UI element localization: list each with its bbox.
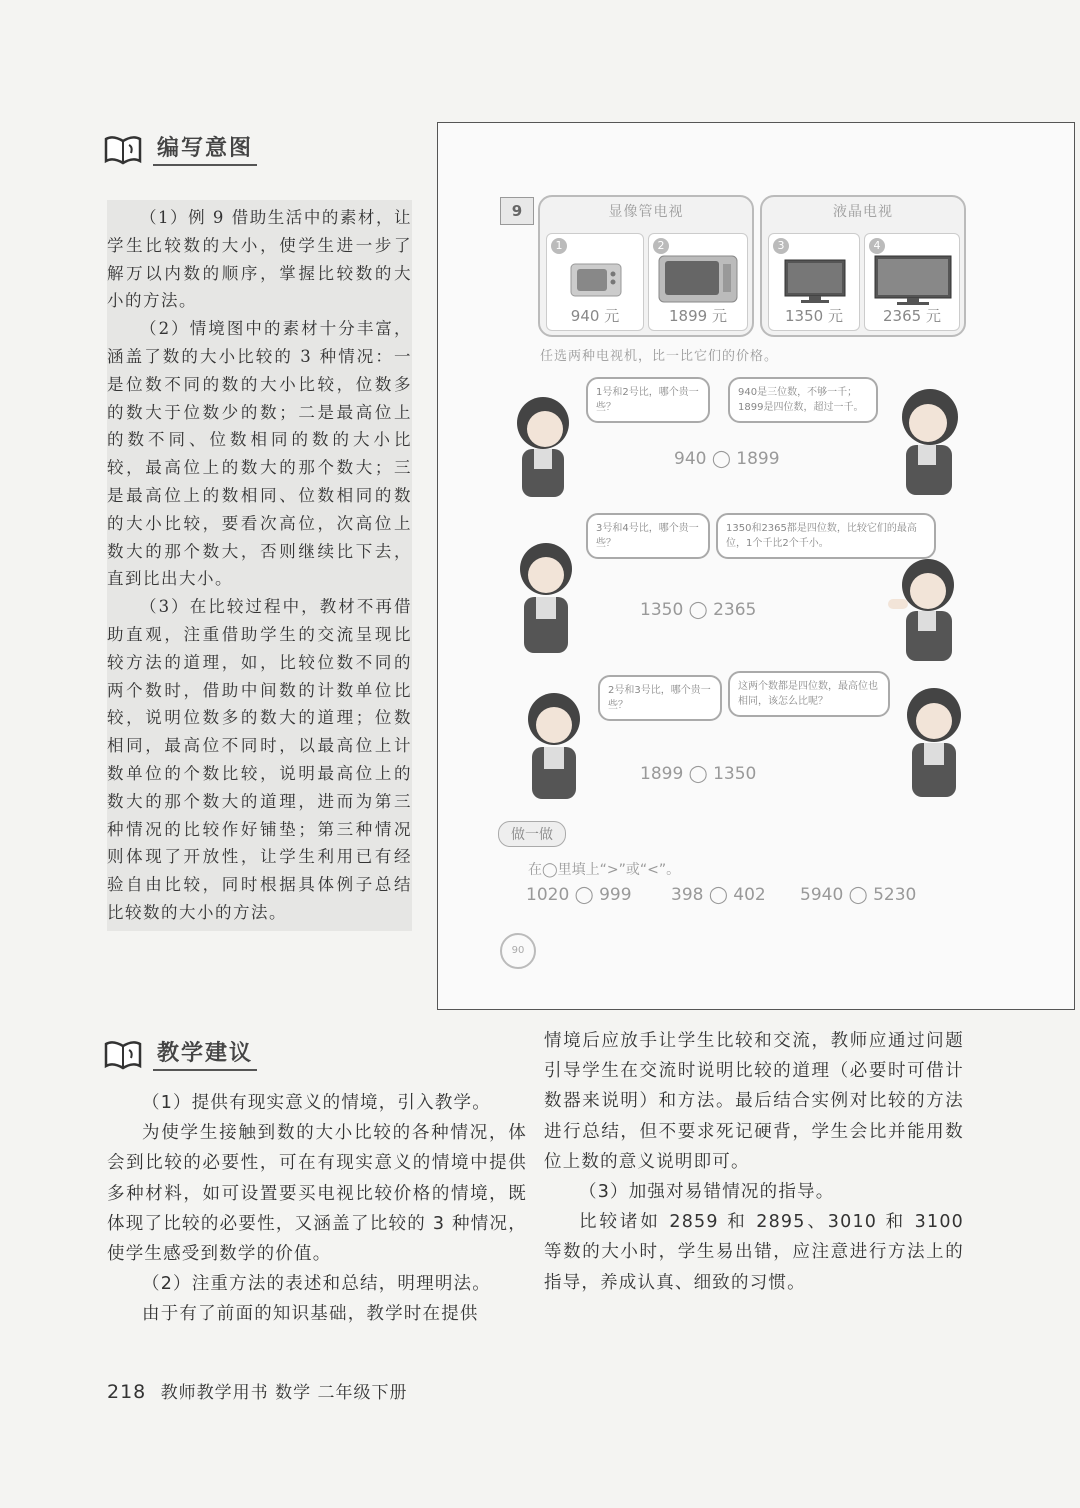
section-title: 编写意图 [153,131,257,166]
paragraph: 为使学生接触到数的大小比较的各种情况，体会到比较的必要性，可在有现实意义的情境中提供多种材料，如可设置要买电视比较价格的情境，既体现了比较的必要性，又涵盖了比较的 3 种情况，使学生感受到数学的价值。 [107,1123,527,1265]
section-title: 教学建议 [153,1036,257,1071]
tv-number: 4 [869,238,885,254]
practice-instruction: 在◯里填上“>”或“<”。 [528,862,681,878]
book-icon [103,133,143,165]
section-header-writing-intent [103,131,257,166]
boy-character-illustration [508,391,578,503]
page-badge: 90 [500,933,536,969]
book-icon [103,1038,143,1070]
tv-price: 940 元 [570,307,620,325]
comparison-expression: 1350 ◯ 2365 [640,600,757,620]
speech-bubble-answer: 940是三位数，不够一千；1899是四位数，超过一千。 [728,377,878,423]
paragraph: 情境后应放手让学生比较和交流，教师应通过问题引导学生在交流时说明比较的道理（必要时可借计数器来说明）和方法。最后结合实例对比较的方法进行总结，但不要求死记硬背，学生会比并能用数位上数的意义说明即可。 [544,1031,964,1172]
girl-character-illustration [510,537,582,661]
crt-tv-group [538,195,754,337]
book-title: 教师教学用书 数学 二年级下册 [160,1383,408,1403]
group-title: 液晶电视 [833,204,893,220]
tv-number: 1 [551,238,567,254]
section-header-teaching-advice [103,1036,257,1071]
lcd-tv-icon [783,258,847,304]
example-number-badge: 9 [500,197,534,225]
girl-character-illustration [896,683,972,803]
girl-character-illustration [890,383,970,501]
tv-card [864,233,960,331]
paragraph: （1）提供有现实意义的情境，引入教学。 [142,1093,491,1113]
writing-intent-text [107,200,412,931]
lcd-tv-icon [873,254,953,306]
tv-card [546,233,644,331]
paragraph: （3）加强对易错情况的指导。 [579,1182,835,1203]
teaching-advice-left-text [107,1088,527,1330]
practice-item: 398 ◯ 402 [671,885,766,905]
paragraph: （2）注重方法的表述和总结，明理明法。 [142,1274,491,1295]
tv-number: 2 [653,238,669,254]
practice-item: 5940 ◯ 5230 [800,885,917,905]
paragraph: （1）例 9 借助生活中的素材，让学生比较数的大小，使学生进一步了解万以内数的顺序，掌握比较数的大小的方法。 [107,208,412,311]
paragraph: （2）情境图中的素材十分丰富，涵盖了数的大小比较的 3 种情况：一是位数不同的数的大小比较，位数多的数大于位数少的数；二是最高位上的数不同、位数相同的数的大小比较，最高位上的数大的那个数大；三是最高位上的数相同、位数相同的数的大小比较，要看次高位，次高位上数大的那个数大，否则继续比下去，直到比出大小。 [107,319,412,589]
paragraph: 比较诸如 2859 和 2895、3010 和 3100 等数的大小时，学生易出错，应注意进行方法上的指导，养成认真、细致的习惯。 [544,1212,964,1293]
page-number: 218 [107,1381,147,1403]
speech-bubble-question: 3号和4号比，哪个贵一些？ [586,513,710,559]
paragraph: （3）在比较过程中，教材不再借助直观，注重借助学生的交流呈现比较方法的道理，如，比较位数不同的两个数时，借助中间数的计数单位比较，说明位数多的数大的道理；位数相同，最高位不同时，以最高位上计数单位的个数比较，说明最高位上的数大的那个数大的道理，进而为第三种情况的比较作好铺垫；第三种情况则体现了开放性，让学生利用已有经验自由比较，同时根据具体例子总结比较数的大小的方法。 [107,597,412,922]
tv-number: 3 [773,238,789,254]
lcd-tv-group [760,195,966,337]
group-title: 显像管电视 [608,204,684,220]
tv-price: 1350 元 [785,307,843,325]
instruction-text: 任选两种电视机，比一比它们的价格。 [540,349,779,364]
speech-bubble-answer: 1350和2365都是四位数，比较它们的最高位，1个千比2个千小。 [716,513,936,559]
page-footer [107,1378,407,1403]
teaching-advice-right-text [544,1026,964,1298]
paragraph: 由于有了前面的知识基础，教学时在提供 [142,1304,479,1325]
tv-price: 1899 元 [669,307,727,325]
boy-character-illustration [884,555,966,665]
tv-card [768,233,860,331]
crt-tv-icon [657,254,739,306]
speech-bubble-answer: 这两个数都是四位数，最高位也相同，该怎么比呢？ [728,671,890,717]
crt-tv-icon [569,262,623,300]
comparison-expression: 940 ◯ 1899 [674,449,780,469]
boy-character-illustration [518,689,590,805]
speech-bubble-question: 2号和3号比，哪个贵一些？ [598,675,722,721]
tv-price: 2365 元 [883,307,941,325]
tv-card [648,233,748,331]
speech-bubble-question: 1号和2号比，哪个贵一些？ [586,377,710,423]
practice-item: 1020 ◯ 999 [526,885,632,905]
comparison-expression: 1899 ◯ 1350 [640,764,757,784]
practice-label: 做一做 [498,821,566,847]
textbook-page-figure [437,122,1075,1010]
